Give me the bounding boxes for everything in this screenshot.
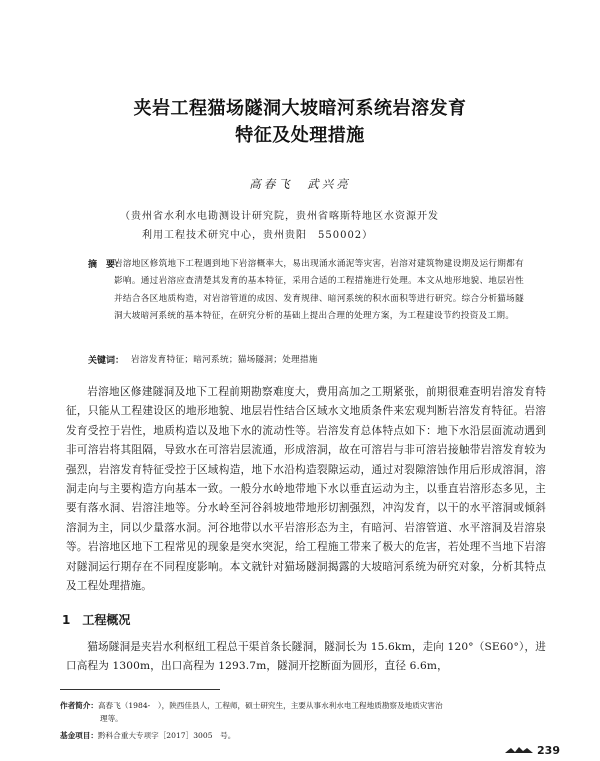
- footnote-author-cont: 理等。: [100, 714, 123, 723]
- section-number: 1: [62, 613, 71, 627]
- section-title: 工程概况: [82, 613, 131, 627]
- authors: 高春飞 武兴亮: [249, 177, 351, 191]
- abstract-text: 岩溶地区修筑地下工程遇到地下岩溶概率大，易出现涌水涌泥等灾害，岩溶对建筑物建设期及运行期都有影响。通过岩溶应查清楚其发育的基本特征，采用合适的工程措施进行处理。本文从地形地貌、地层岩性并结合各区地质构造，对岩溶管道的成因、发育规律、暗河系统的积水面积等进行研究。综合分析猫场隧洞大坡暗河系统的基本特征，在研究分析的基础上提出合理的处理方案，为工程建设节约投资及工期。: [114, 259, 524, 322]
- footnote-divider: [60, 689, 220, 690]
- affiliation-line2: 利用工程技术研究中心，贵州贵阳 550002）: [142, 230, 374, 241]
- paper-title-line2: 特征及处理措施: [235, 125, 365, 146]
- footnote-fund-text: 黔科合重大专项字［2017］3005 号。: [97, 731, 236, 740]
- page-number: 239: [537, 744, 560, 757]
- footnote-fund-label: 基金项目：: [60, 731, 98, 740]
- section-paragraph: 猫场隧洞是夹岩水利枢纽工程总干渠首条长隧洞，隧洞长为 15.6km，走向 120°（SE60°），进口高程为 1300m，出口高程为 1293.7m，隧洞开挖断面为圆形，直径 6.6m，: [66, 641, 546, 673]
- section-heading: [62, 611, 130, 628]
- footnote-author: [60, 699, 540, 713]
- keywords-text: 岩溶发育特征；暗河系统；猫场隧洞；处理措施: [131, 355, 318, 365]
- footnote-author-label: 作者简介：: [60, 701, 98, 710]
- keywords-label: 关键词：: [88, 356, 125, 366]
- paper-title-line1: 夹岩工程猫场隧洞大坡暗河系统岩溶发育: [133, 98, 467, 119]
- page-footer: [505, 744, 560, 757]
- footnote-author-text: 高春飞（1984- ），陕西佳县人，工程师，硕士研究生，主要从事水利水电工程地质勘察及地质灾害治: [97, 701, 443, 710]
- intro-paragraph: 岩溶地区修建隧洞及地下工程前期勘察难度大，费用高加之工期紧张，前期很难查明岩溶发育特征，只能从工程建设区的地形地貌、地层岩性结合区域水文地质条件来宏观判断岩溶发育特征。岩溶发育受控于岩性，地质构造以及地下水的流动性等。岩溶发育总体特点如下：地下水沿层面流动遇到非可溶岩将其阻隔，导致水在可溶岩层流通，形成溶洞，故在可溶岩与非可溶岩接触带岩溶发育较为强烈，岩溶发育特征受控于区域构造，地下水沿构造裂隙运动，通过对裂隙溶蚀作用后形成溶洞，溶洞走向与主要构造方向基本一致。一般分水岭地带地下水以垂直运动为主，以垂直岩溶形态多见，主要有落水洞、岩溶洼地等。分水岭至河谷斜坡地带地形切割强烈，冲沟发育，以干的水平溶洞或倾斜溶洞为主，同以少量落水洞。河谷地带以水平岩溶形态为主，有暗河、岩溶管道、水平溶洞及岩溶泉等。岩溶地区地下工程常见的现象是突水突泥，给工程施工带来了极大的危害，若处理不当地下岩溶对隧洞运行期存在不同程度影响。本文就针对猫场隧洞揭露的大坡暗河系统为研究对象，分析其特点及工程处理措施。: [66, 386, 546, 593]
- journal-logo-icon: [505, 746, 533, 755]
- abstract-label: 摘 要：: [88, 260, 125, 270]
- footnote-fund: [60, 730, 235, 741]
- affiliation-line1: （贵州省水利水电勘测设计研究院，贵州省喀斯特地区水资源开发: [120, 211, 439, 222]
